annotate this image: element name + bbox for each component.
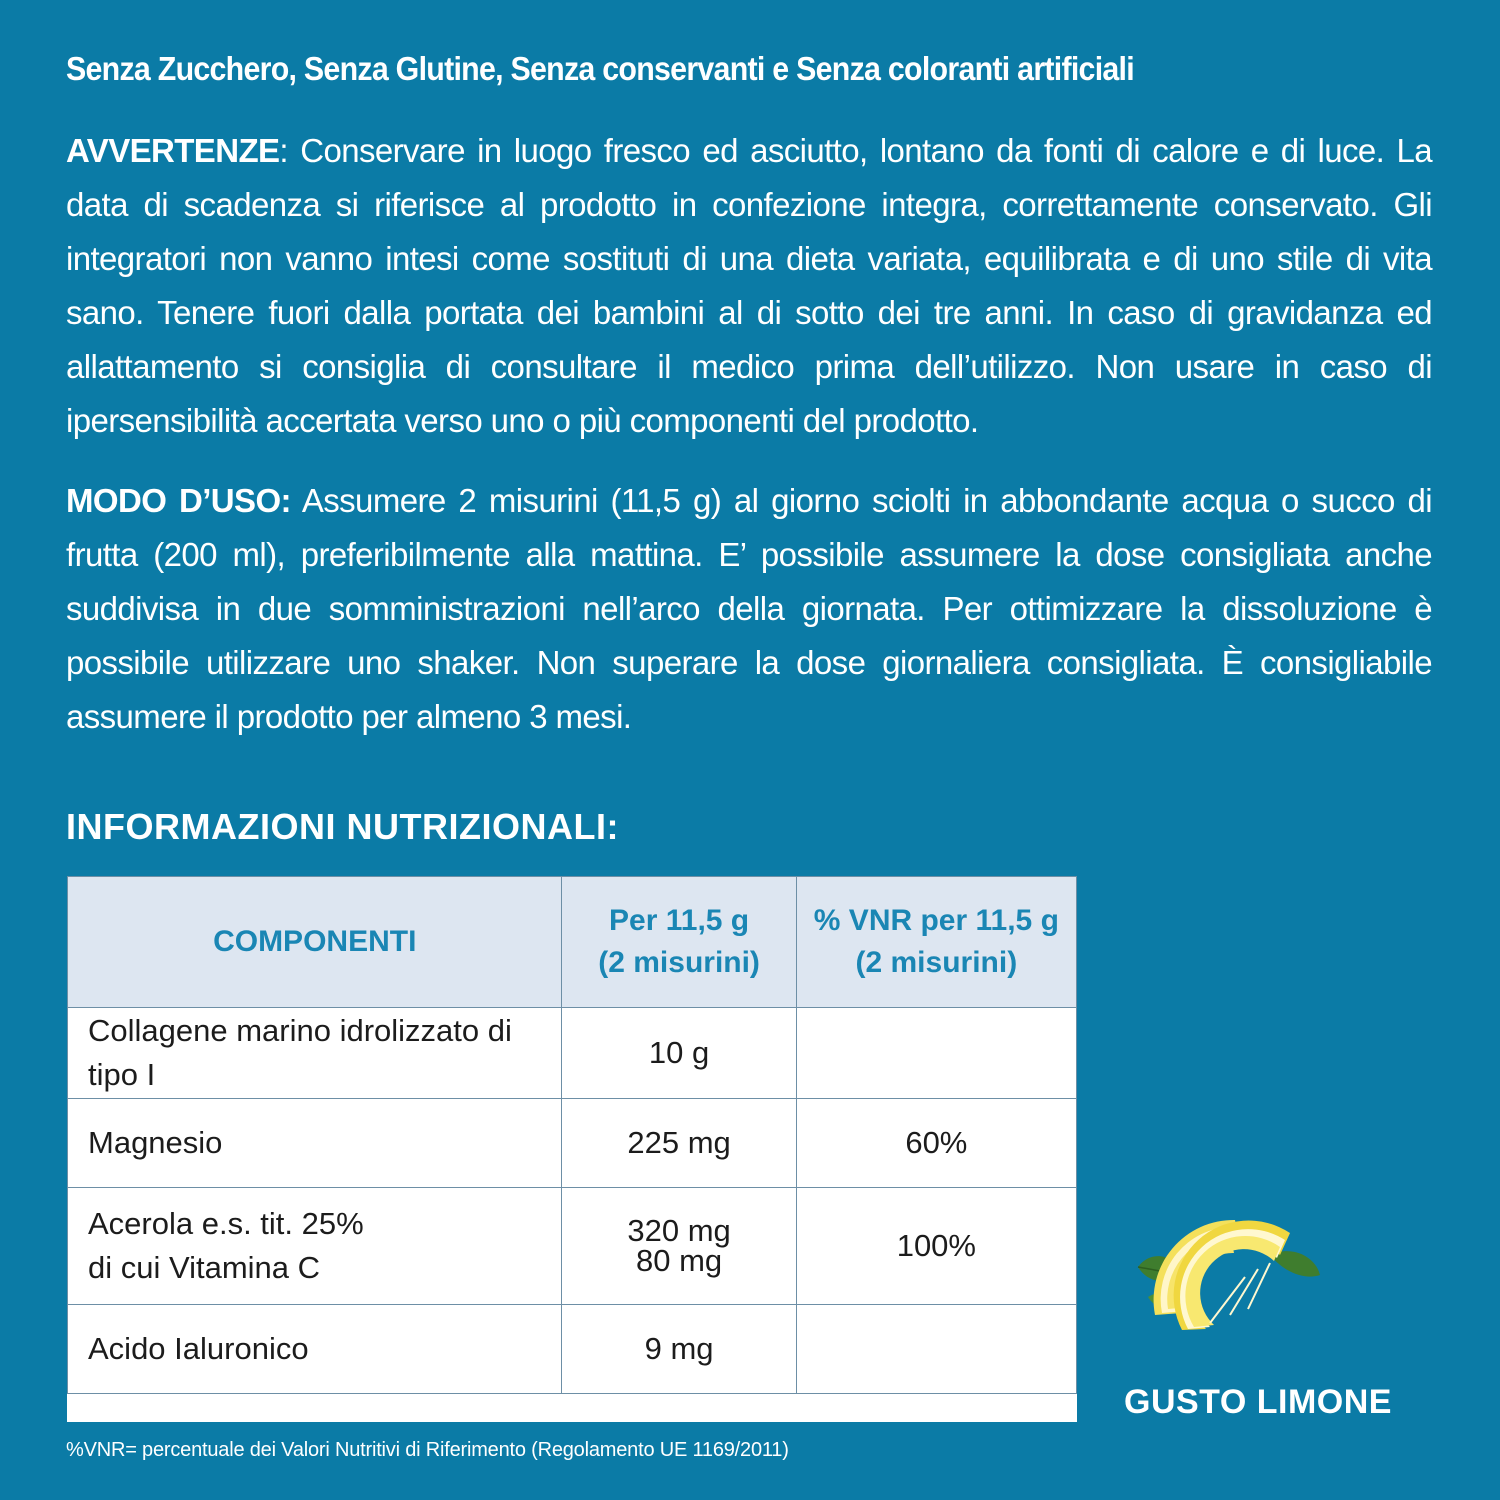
vnr-cell: 100% bbox=[796, 1188, 1076, 1305]
usage-text: Assumere 2 misurini (11,5 g) al giorno sciolti in abbondante acqua o succo di frutta (200 ml), preferibilmente alla mattina. E’ possibile assumere la dose consigliata anche suddivisa in due somministrazioni nell’arco della giornata. Per ottimizzare la dissoluzione è possibile utilizzare uno shaker. Non superare la dose giornaliera consigliata. È consigliabile assumere il prodotto per almeno 3 mesi. bbox=[66, 482, 1432, 735]
amount-cell bbox=[562, 1188, 796, 1305]
table-row bbox=[68, 1008, 1077, 1099]
amount-value: 320 mg bbox=[627, 1213, 731, 1248]
vnr-cell bbox=[796, 1008, 1076, 1099]
vnr-footnote: %VNR= percentuale dei Valori Nutritivi di Riferimento (Regolamento UE 1169/2011) bbox=[66, 1439, 789, 1461]
nutrition-title: INFORMAZIONI NUTRIZIONALI: bbox=[66, 806, 619, 847]
header-vnr-line1: % VNR per 11,5 g bbox=[813, 904, 1059, 937]
component-name: Acerola e.s. tit. 25% bbox=[88, 1206, 364, 1241]
component-subname: di cui Vitamina C bbox=[88, 1250, 321, 1285]
amount-cell: 10 g bbox=[562, 1008, 796, 1099]
warnings-label: AVVERTENZE bbox=[66, 132, 280, 169]
lemon-slices-icon bbox=[1120, 1205, 1330, 1335]
nutrition-table bbox=[67, 876, 1077, 1394]
vnr-cell: 60% bbox=[796, 1099, 1076, 1188]
usage-paragraph bbox=[66, 474, 1432, 744]
header-per-dose bbox=[562, 877, 796, 1008]
flavor-label: GUSTO LIMONE bbox=[1124, 1383, 1392, 1421]
free-from-claims: Senza Zucchero, Senza Glutine, Senza conservanti e Senza coloranti artificiali bbox=[66, 50, 1134, 87]
component-cell: Acido Ialuronico bbox=[68, 1305, 562, 1394]
amount-cell: 225 mg bbox=[562, 1099, 796, 1188]
table-row bbox=[68, 1188, 1077, 1305]
amount-cell: 9 mg bbox=[562, 1305, 796, 1394]
header-component-label: COMPONENTI bbox=[213, 925, 417, 958]
header-component bbox=[68, 877, 562, 1008]
warnings-text: : Conservare in luogo fresco ed asciutto, lontano da fonti di calore e di luce. La data di scadenza si riferisce al prodotto in confezione integra, correttamente conservato. Gli integratori non vanno intesi come sostituti di una dieta variata, equilibrata e di uno stile di vita sano. Tenere fuori dalla portata dei bambini al di sotto dei tre anni. In caso di gravidanza ed allattamento si consiglia di consultare il medico prima dell’utilizzo. Non usare in caso di ipersensibilità accertata verso uno o più componenti del prodotto. bbox=[66, 132, 1432, 439]
header-vnr bbox=[796, 877, 1076, 1008]
header-per-dose-line1: Per 11,5 g bbox=[609, 904, 750, 937]
usage-label: MODO D’USO: bbox=[66, 482, 291, 519]
table-row bbox=[68, 1305, 1077, 1394]
header-vnr-line2: (2 misurini) bbox=[855, 946, 1018, 979]
component-cell: Collagene marino idrolizzato di tipo I bbox=[68, 1008, 562, 1099]
nutrition-table-container bbox=[67, 876, 1077, 1422]
component-cell: Magnesio bbox=[68, 1099, 562, 1188]
warnings-paragraph bbox=[66, 124, 1432, 448]
table-header-row bbox=[68, 877, 1077, 1008]
amount-subvalue: 80 mg bbox=[636, 1243, 723, 1278]
table-row bbox=[68, 1099, 1077, 1188]
component-cell bbox=[68, 1188, 562, 1305]
vnr-cell bbox=[796, 1305, 1076, 1394]
header-per-dose-line2: (2 misurini) bbox=[598, 946, 760, 979]
